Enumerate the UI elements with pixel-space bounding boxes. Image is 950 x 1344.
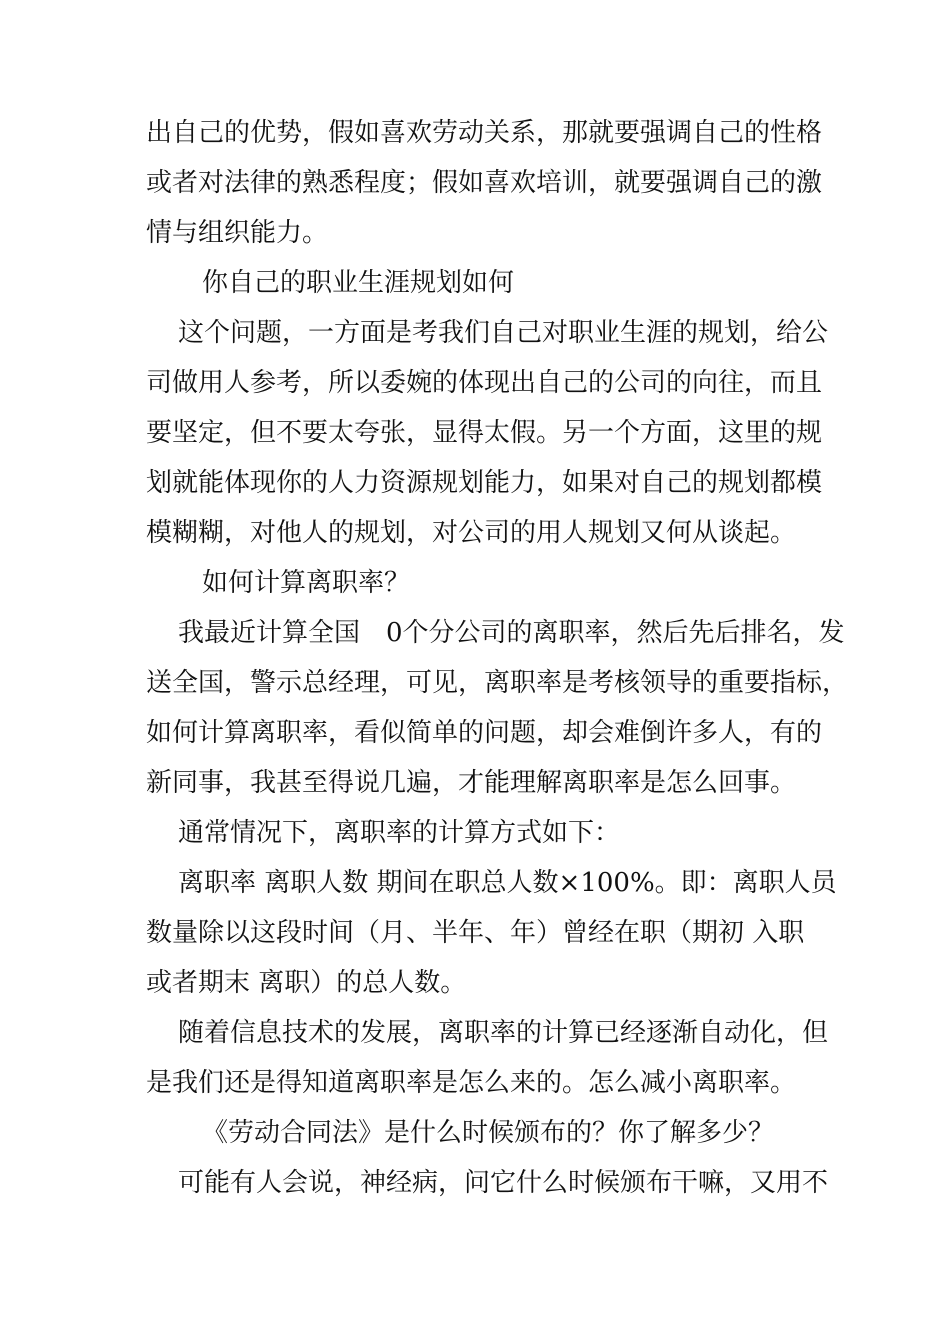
section-heading: 如何计算离职率？ xyxy=(202,568,411,598)
paragraph-line: 这个问题，一方面是考我们自己对职业生涯的规划，给公 xyxy=(178,318,829,348)
paragraph-line: 新同事，我甚至得说几遍，才能理解离职率是怎么回事。 xyxy=(146,768,797,798)
paragraph-line: 可能有人会说，神经病，问它什么时候颁布干嘛，又用不 xyxy=(178,1168,829,1198)
paragraph-line: 通常情况下，离职率的计算方式如下： xyxy=(178,818,621,848)
paragraph-line: 模糊糊，对他人的规划，对公司的用人规划又何从谈起。 xyxy=(146,518,797,548)
paragraph-line: 或者对法律的熟悉程度；假如喜欢培训，就要强调自己的激 xyxy=(146,168,823,198)
paragraph-line: 划就能体现你的人力资源规划能力，如果对自己的规划都模 xyxy=(146,468,823,498)
paragraph-line: 如何计算离职率，看似简单的问题，却会难倒许多人，有的 xyxy=(146,718,823,748)
paragraph-line: 司做用人参考，所以委婉的体现出自己的公司的向往，而且 xyxy=(146,368,823,398)
paragraph-line: 随着信息技术的发展，离职率的计算已经逐渐自动化，但 xyxy=(178,1018,829,1048)
paragraph-line: 数量除以这段时间（月、半年、年）曾经在职（期初 入职 xyxy=(146,918,805,948)
paragraph-line: 情与组织能力。 xyxy=(146,218,329,248)
paragraph-line: 要坚定，但不要太夸张，显得太假。另一个方面，这里的规 xyxy=(146,418,823,448)
paragraph-line: 或者期末 离职）的总人数。 xyxy=(146,968,467,998)
section-heading: 《劳动合同法》是什么时候颁布的？你了解多少？ xyxy=(202,1118,775,1148)
paragraph-line: 我最近计算全国 0个分公司的离职率，然后先后排名，发 xyxy=(178,618,845,648)
section-heading: 你自己的职业生涯规划如何 xyxy=(202,268,515,298)
paragraph-line: 出自己的优势，假如喜欢劳动关系，那就要强调自己的性格 xyxy=(146,118,823,148)
formula-line: 离职率 离职人数 期间在职总人数×100%。即：离职人员 xyxy=(178,868,837,898)
paragraph-line: 是我们还是得知道离职率是怎么来的。怎么减小离职率。 xyxy=(146,1068,797,1098)
paragraph-line: 送全国，警示总经理，可见，离职率是考核领导的重要指标， xyxy=(146,668,849,698)
